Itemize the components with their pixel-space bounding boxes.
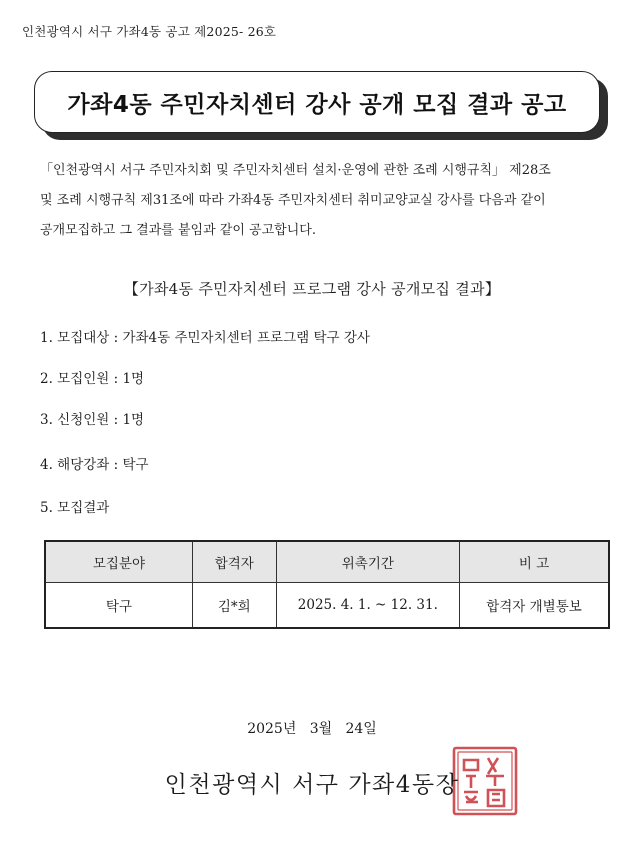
list-item: 3. 신청인원 : 1명 bbox=[40, 412, 145, 428]
section-title: 【가좌4동 주민자치센터 프로그램 강사 공개모집 결과】 bbox=[123, 280, 501, 298]
list-item: 2. 모집인원 : 1명 bbox=[40, 371, 145, 387]
title-box bbox=[34, 71, 600, 133]
list-item: 5. 모집결과 bbox=[40, 500, 110, 516]
table-cell: 2025. 4. 1. ~ 12. 31. bbox=[276, 583, 459, 629]
result-table bbox=[44, 540, 610, 629]
intro-line: 공개모집하고 그 결과를 붙임과 같이 공고합니다. bbox=[40, 223, 316, 238]
list-item: 4. 해당강좌 : 탁구 bbox=[40, 457, 149, 473]
intro-paragraph bbox=[40, 156, 600, 246]
issuer-name: 인천광역시 서구 가좌4동장 bbox=[164, 772, 460, 798]
table-row bbox=[45, 583, 609, 629]
page-title: 가좌4동 주민자치센터 강사 공개 모집 결과 공고 bbox=[67, 91, 567, 118]
table-cell: 김*희 bbox=[192, 583, 276, 629]
table-header-row bbox=[45, 541, 609, 583]
column-header: 합격자 bbox=[192, 541, 276, 583]
issue-date: 2025년 3월 24일 bbox=[247, 721, 377, 737]
column-header: 모집분야 bbox=[45, 541, 192, 583]
list-item: 1. 모집대상 : 가좌4동 주민자치센터 프로그램 탁구 강사 bbox=[40, 330, 370, 346]
table-cell: 탁구 bbox=[45, 583, 192, 629]
column-header: 위촉기간 bbox=[276, 541, 459, 583]
table-cell: 합격자 개별통보 bbox=[460, 583, 609, 629]
intro-line: 「인천광역시 서구 주민자치회 및 주민자치센터 설치·운영에 관한 조례 시행규칙」 제28조 bbox=[40, 163, 551, 178]
column-header: 비 고 bbox=[460, 541, 609, 583]
intro-line: 및 조례 시행규칙 제31조에 따라 가좌4동 주민자치센터 취미교양교실 강사를 다음과 같이 bbox=[40, 193, 546, 208]
notice-number: 인천광역시 서구 가좌4동 공고 제2025- 26호 bbox=[22, 24, 277, 39]
